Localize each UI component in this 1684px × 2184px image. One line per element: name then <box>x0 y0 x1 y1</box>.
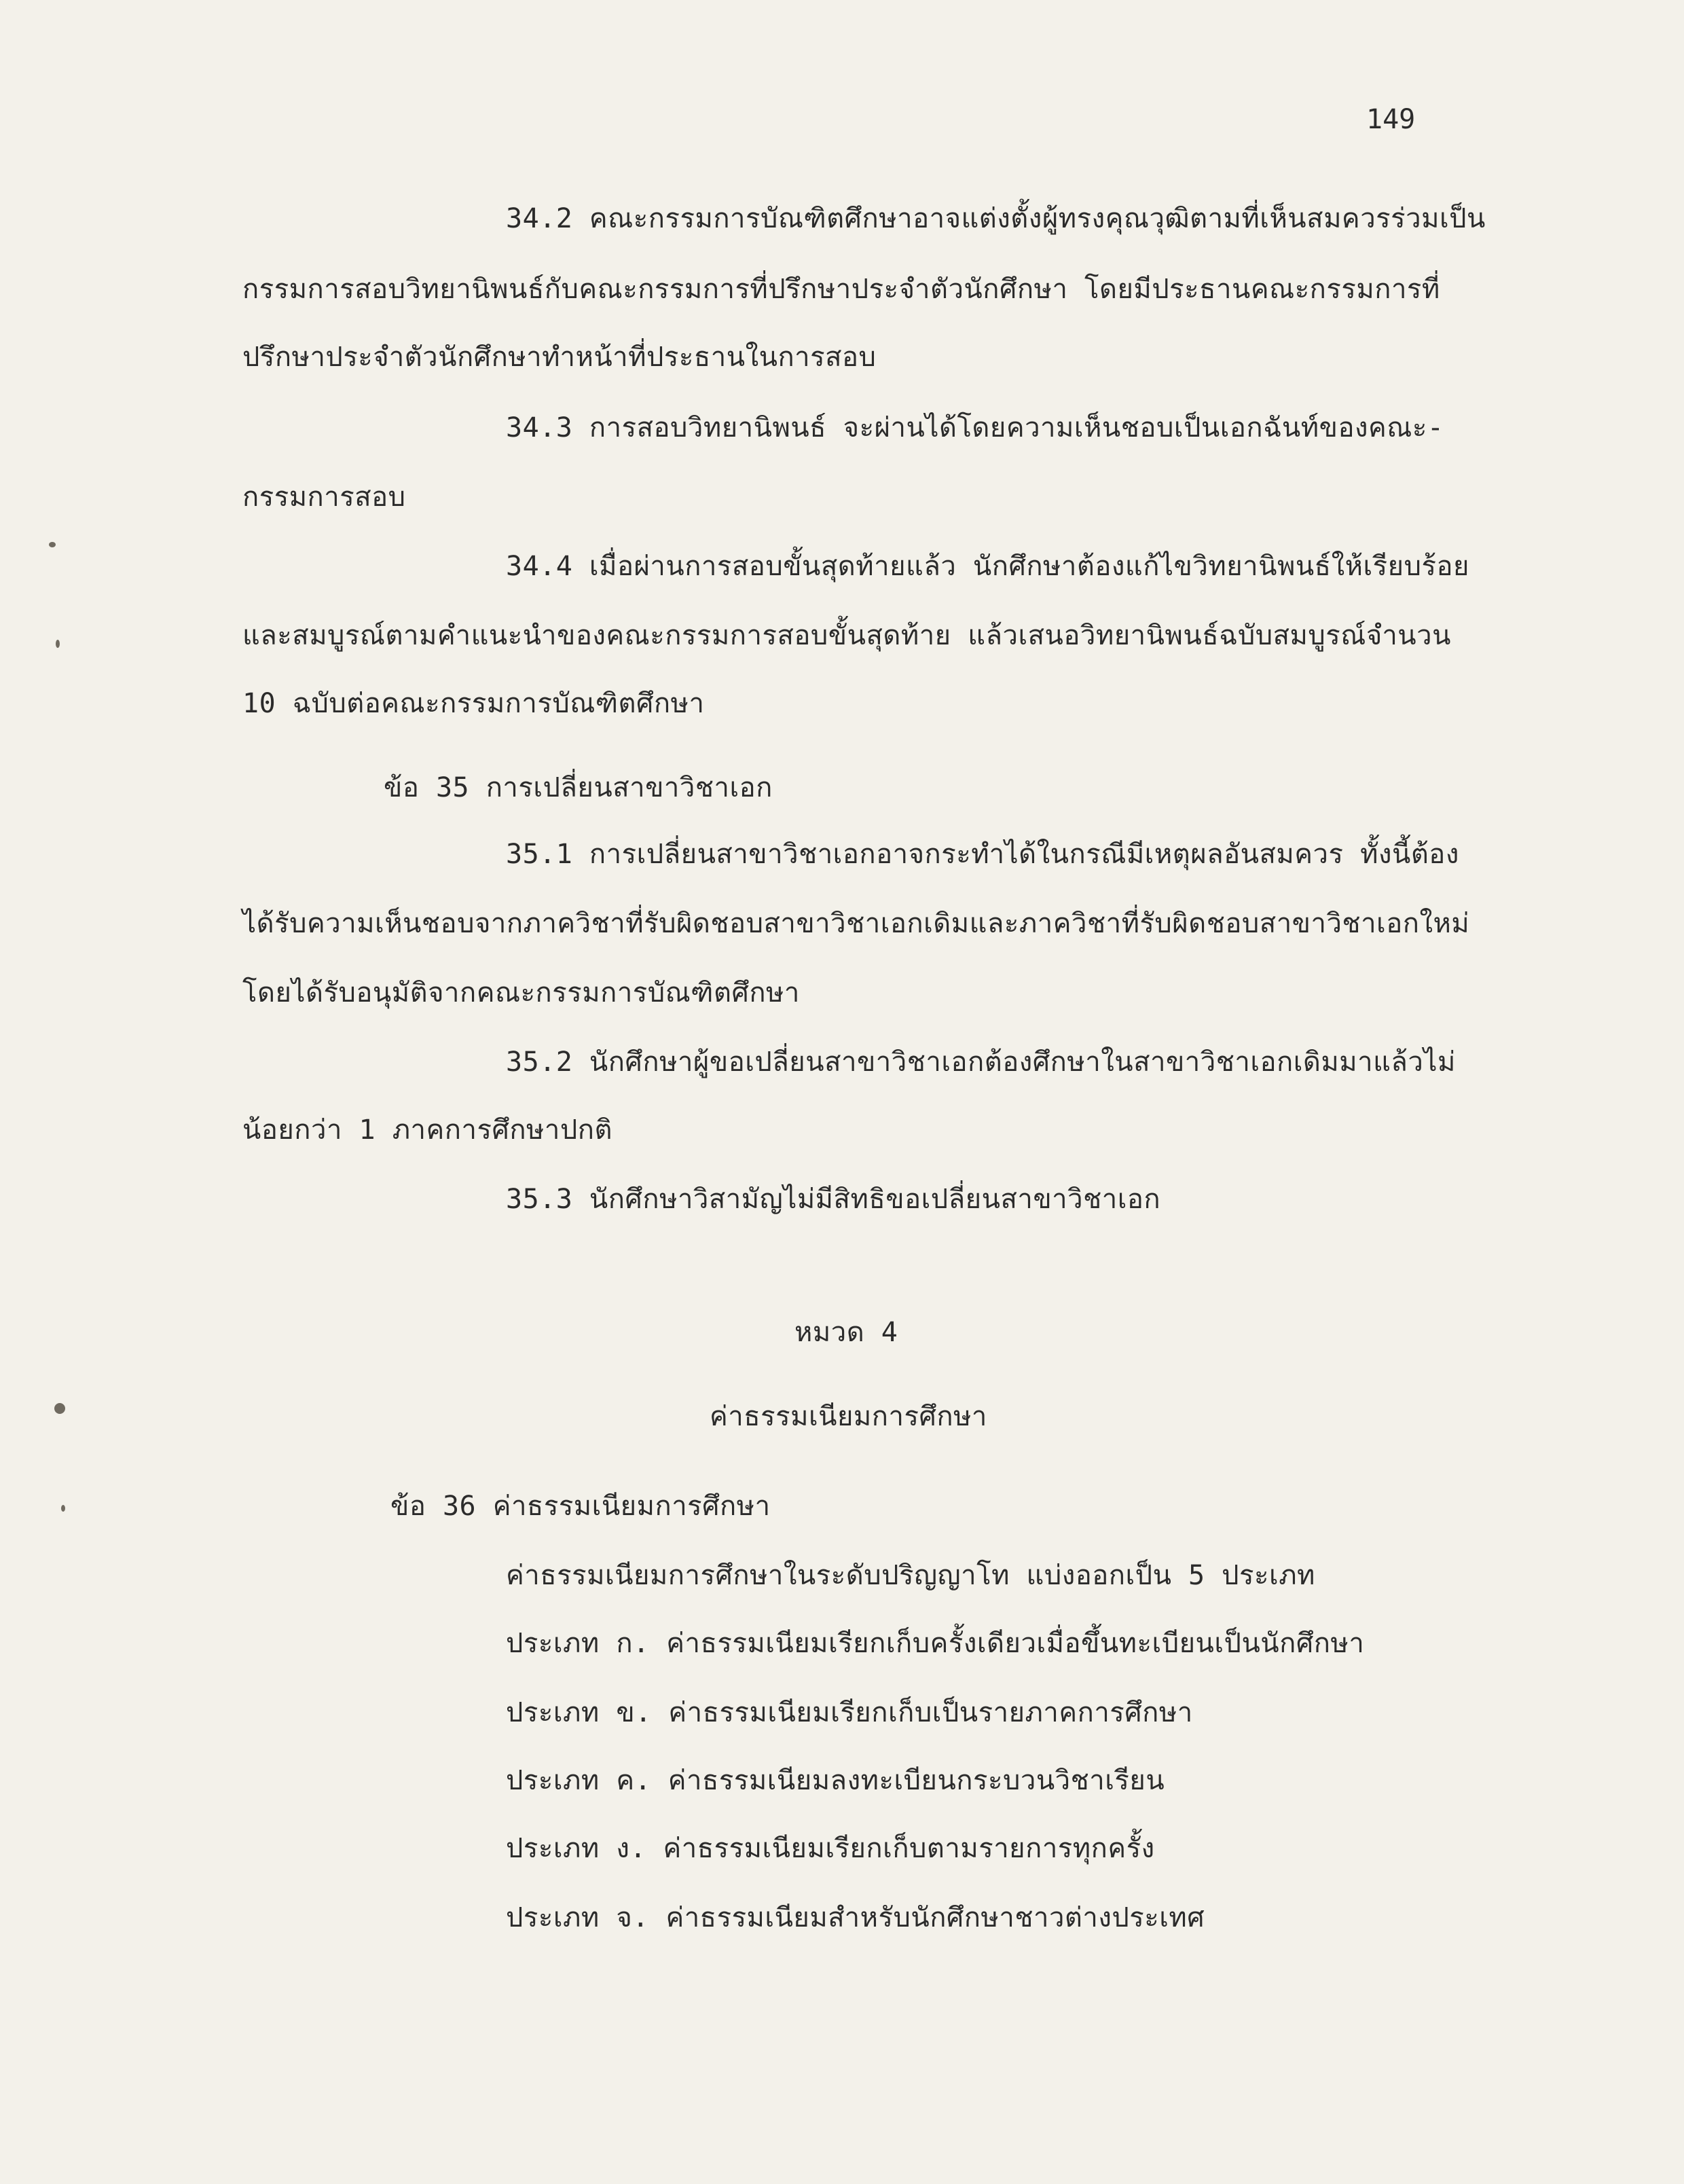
para-35-1-line-2: ได้รับความเห็นชอบจากภาควิชาที่รับผิดชอบสาขาวิชาเอกเดิมและภาควิชาที่รับผิดชอบสาขาวิชาเอกใหม่ <box>242 908 1470 939</box>
page-number: 149 <box>1366 104 1416 135</box>
fee-type-d: ประเภท ง. ค่าธรรมเนียมเรียกเก็บตามรายการทุกครั้ง <box>506 1833 1155 1864</box>
section-36-heading: ข้อ 36 ค่าธรรมเนียมการศึกษา <box>390 1491 771 1522</box>
fee-intro: ค่าธรรมเนียมการศึกษาในระดับปริญญาโท แบ่งออกเป็น 5 ประเภท <box>506 1560 1315 1591</box>
para-35-3-line-1: 35.3 นักศึกษาวิสามัญไม่มีสิทธิขอเปลี่ยนสาขาวิชาเอก <box>506 1184 1161 1215</box>
para-35-2-line-2: น้อยกว่า 1 ภาคการศึกษาปกติ <box>242 1114 612 1146</box>
para-34-2-line-2: กรรมการสอบวิทยานิพนธ์กับคณะกรรมการที่ปรึกษาประจำตัวนักศึกษา โดยมีประธานคณะกรรมการที่ <box>242 274 1440 305</box>
section-35-heading: ข้อ 35 การเปลี่ยนสาขาวิชาเอก <box>384 772 773 803</box>
para-35-1-line-3: โดยได้รับอนุมัติจากคณะกรรมการบัณฑิตศึกษา <box>242 977 800 1008</box>
para-34-4-line-2: และสมบูรณ์ตามคำแนะนำของคณะกรรมการสอบขั้นสุดท้าย แล้วเสนอวิทยานิพนธ์ฉบับสมบูรณ์จำนวน <box>242 620 1451 651</box>
fee-type-c: ประเภท ค. ค่าธรรมเนียมลงทะเบียนกระบวนวิชาเรียน <box>506 1765 1165 1796</box>
margin-speck <box>49 542 56 547</box>
margin-speck <box>61 1505 65 1512</box>
fee-type-b: ประเภท ข. ค่าธรรมเนียมเรียกเก็บเป็นรายภาคการศึกษา <box>506 1697 1193 1728</box>
para-35-2-line-1: 35.2 นักศึกษาผู้ขอเปลี่ยนสาขาวิชาเอกต้องศึกษาในสาขาวิชาเอกเดิมมาแล้วไม่ <box>506 1046 1456 1078</box>
chapter-title: ค่าธรรมเนียมการศึกษา <box>710 1401 987 1432</box>
para-34-3-line-2: กรรมการสอบ <box>242 481 406 513</box>
margin-speck <box>56 640 60 648</box>
para-34-2-line-1: 34.2 คณะกรรมการบัณฑิตศึกษาอาจแต่งตั้งผู้ทรงคุณวุฒิตามที่เห็นสมควรร่วมเป็น <box>506 203 1486 234</box>
chapter-heading: หมวด 4 <box>794 1317 898 1348</box>
para-34-4-line-3: 10 ฉบับต่อคณะกรรมการบัณฑิตศึกษา <box>242 688 705 719</box>
para-34-2-line-3: ปรึกษาประจำตัวนักศึกษาทำหน้าที่ประธานในการสอบ <box>242 342 877 373</box>
para-34-3-line-1: 34.3 การสอบวิทยานิพนธ์ จะผ่านได้โดยความเห็นชอบเป็นเอกฉันท์ของคณะ- <box>506 412 1444 443</box>
para-35-1-line-1: 35.1 การเปลี่ยนสาขาวิชาเอกอาจกระทำได้ในกรณีมีเหตุผลอันสมควร ทั้งนี้ต้อง <box>506 839 1459 870</box>
para-34-4-line-1: 34.4 เมื่อผ่านการสอบขั้นสุดท้ายแล้ว นักศึกษาต้องแก้ไขวิทยานิพนธ์ให้เรียบร้อย <box>506 551 1469 582</box>
fee-type-e: ประเภท จ. ค่าธรรมเนียมสำหรับนักศึกษาชาวต่างประเทศ <box>506 1902 1205 1933</box>
punch-mark <box>54 1403 65 1414</box>
fee-type-a: ประเภท ก. ค่าธรรมเนียมเรียกเก็บครั้งเดียวเมื่อขึ้นทะเบียนเป็นนักศึกษา <box>506 1628 1365 1659</box>
